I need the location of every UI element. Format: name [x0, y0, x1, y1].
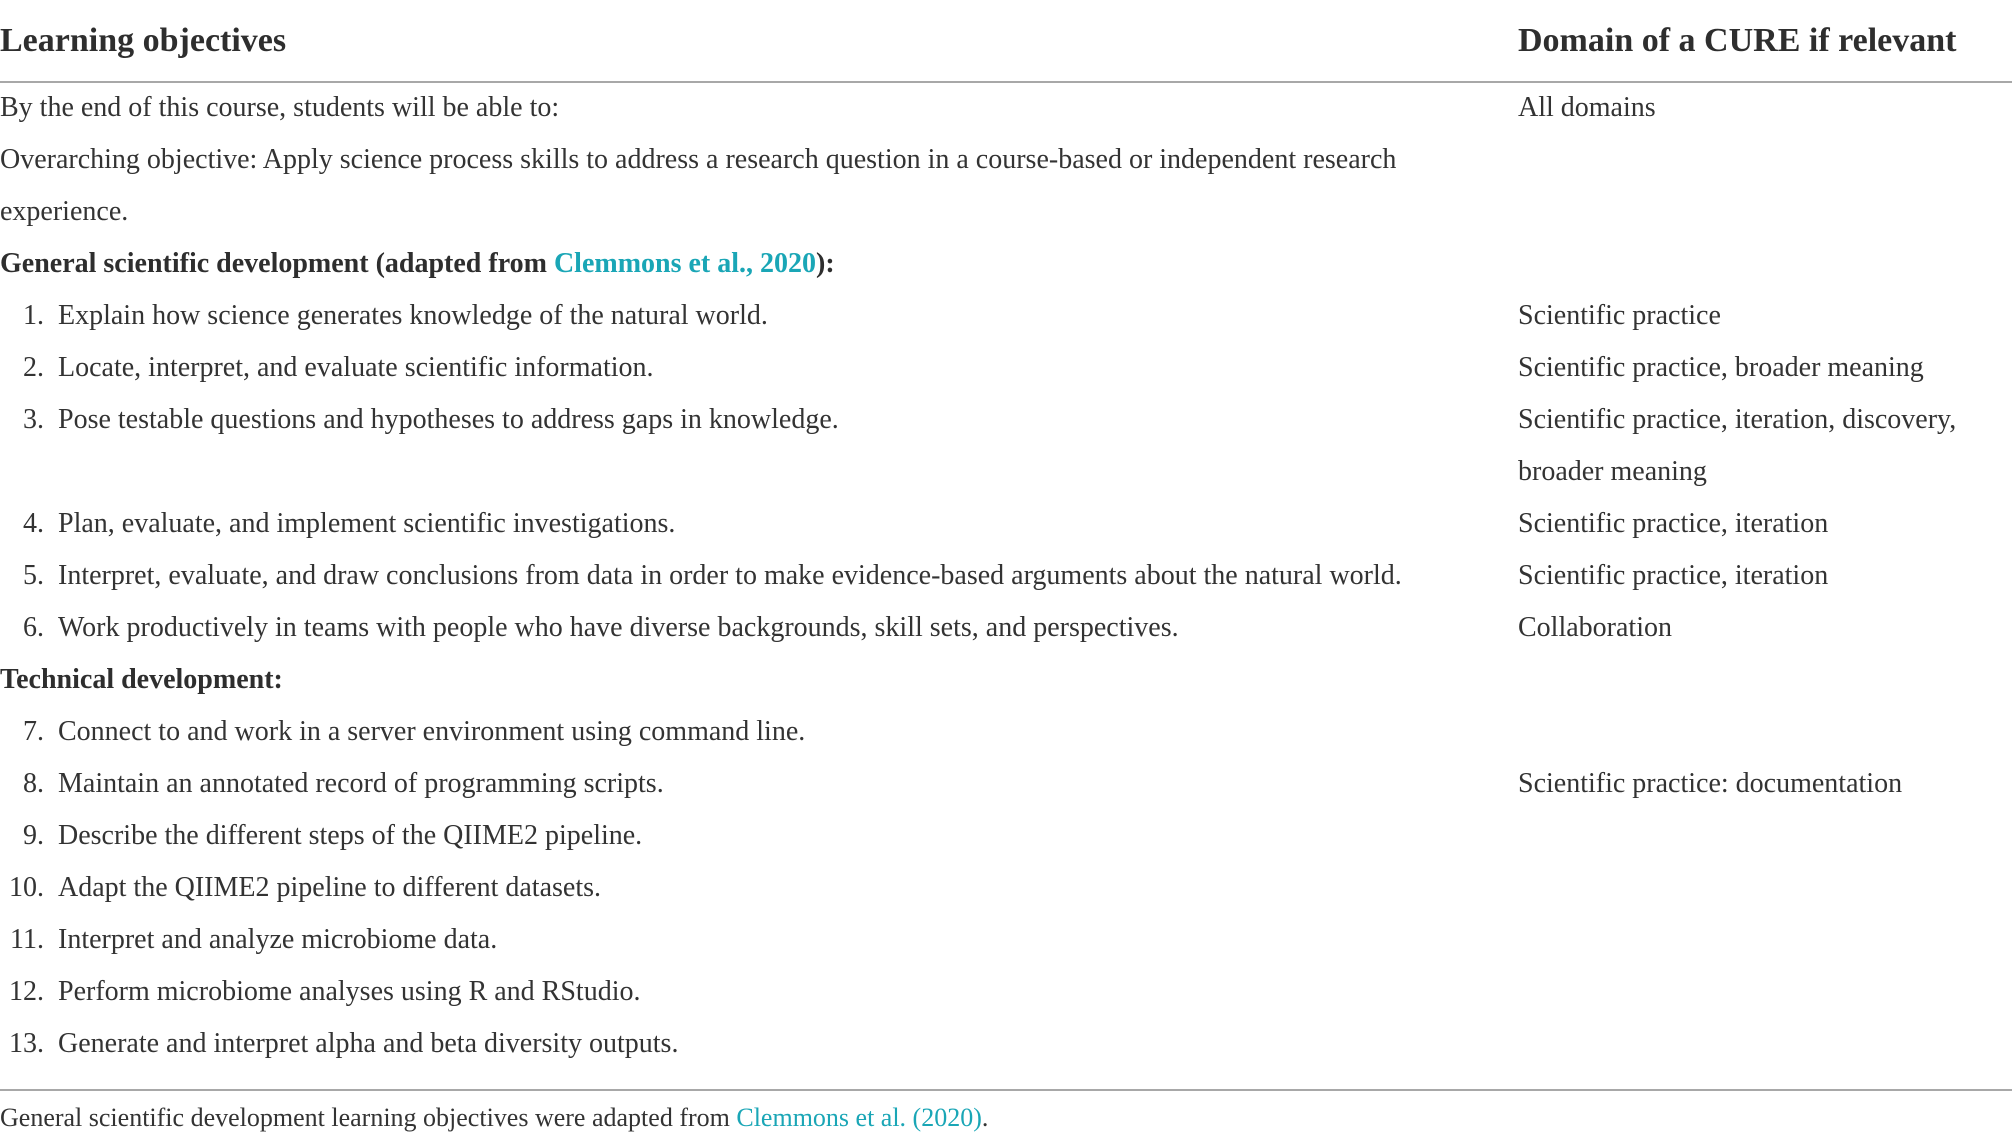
item-number: 9.: [23, 820, 44, 851]
item-objective: Explain how science generates knowledge of the natural world.: [58, 300, 768, 331]
item-objective: Connect to and work in a server environment using command line.: [58, 716, 806, 747]
item-objective: Adapt the QIIME2 pipeline to different datasets.: [58, 872, 601, 903]
heading-prefix: General scientific development (adapted from: [0, 248, 554, 279]
item-objective: Pose testable questions and hypotheses to address gaps in knowledge.: [58, 404, 839, 435]
item-objective: Generate and interpret alpha and beta diversity outputs.: [58, 1028, 679, 1059]
intro-text: By the end of this course, students will be able to:: [0, 92, 560, 123]
table-row: [0, 134, 2012, 186]
item-objective: Describe the different steps of the QIIME2 pipeline.: [58, 820, 643, 851]
item-number: 13.: [9, 1028, 44, 1059]
heading-suffix: ):: [816, 248, 835, 279]
list-item: [0, 394, 2012, 446]
overarching-objective-line2: experience.: [0, 196, 129, 227]
item-number: 8.: [23, 768, 44, 799]
item-number: 6.: [23, 612, 44, 643]
table-footnote: [0, 1094, 988, 1142]
clemmons-citation-link[interactable]: Clemmons et al., 2020: [553, 248, 817, 279]
item-number: 11.: [10, 924, 44, 955]
list-item: [0, 1018, 2012, 1070]
item-domain: Scientific practice, iteration: [1518, 560, 1829, 591]
footnote-suffix: .: [981, 1103, 989, 1132]
item-domain: Scientific practice, iteration: [1518, 508, 1829, 539]
item-domain: Scientific practice: documentation: [1518, 768, 1903, 799]
list-item: [0, 966, 2012, 1018]
item-number: 7.: [23, 716, 44, 747]
table-row: [0, 186, 2012, 238]
item-objective: Maintain an annotated record of programming scripts.: [58, 768, 664, 799]
list-item: [0, 810, 2012, 862]
footer-divider: [0, 1089, 2012, 1091]
item-number: 3.: [23, 404, 44, 435]
list-item: [0, 498, 2012, 550]
list-item: [0, 914, 2012, 966]
footnote-citation-link[interactable]: Clemmons et al. (2020): [736, 1103, 982, 1132]
header-learning-objectives: Learning objectives: [0, 22, 287, 59]
overarching-objective-line1: Overarching objective: Apply science process skills to address a research question in a course-based or independent research: [0, 144, 1397, 175]
list-item: [0, 550, 2012, 602]
footnote-prefix: General scientific development learning objectives were adapted from: [0, 1103, 737, 1132]
item-objective: Perform microbiome analyses using R and RStudio.: [58, 976, 641, 1007]
header-cure-domain: Domain of a CURE if relevant: [1518, 22, 1957, 59]
item-objective: Plan, evaluate, and implement scientific investigations.: [58, 508, 676, 539]
item-number: 1.: [23, 300, 44, 331]
list-item: [0, 706, 2012, 758]
item-number: 2.: [23, 352, 44, 383]
item-objective: Interpret, evaluate, and draw conclusions from data in order to make evidence-based arguments about the natural world.: [58, 560, 1402, 591]
item-domain: Scientific practice, iteration, discovery,: [1518, 404, 1957, 435]
list-item: [0, 862, 2012, 914]
item-number: 12.: [9, 976, 44, 1007]
section-heading-technical: [0, 654, 2012, 706]
list-item: [0, 758, 2012, 810]
item-number: 4.: [23, 508, 44, 539]
list-item-continuation: [0, 446, 2012, 498]
item-objective: Interpret and analyze microbiome data.: [58, 924, 498, 955]
list-item: [0, 602, 2012, 654]
list-item: [0, 342, 2012, 394]
intro-domain: All domains: [1518, 92, 1656, 123]
section-heading-technical-text: Technical development:: [0, 664, 283, 695]
item-number: 5.: [23, 560, 44, 591]
item-domain: Collaboration: [1518, 612, 1672, 643]
table-row: [0, 82, 2012, 134]
section-heading-general-text: [0, 238, 835, 290]
item-domain: Scientific practice: [1518, 300, 1721, 331]
section-heading-general: [0, 238, 2012, 290]
item-objective: Locate, interpret, and evaluate scientific information.: [58, 352, 654, 383]
item-objective: Work productively in teams with people who have diverse backgrounds, skill sets, and perspectives.: [58, 612, 1179, 643]
item-domain-continued: broader meaning: [1518, 456, 1707, 487]
table-header: [0, 0, 2012, 82]
list-item: [0, 290, 2012, 342]
item-domain: Scientific practice, broader meaning: [1518, 352, 1924, 383]
item-number: 10.: [9, 872, 44, 903]
